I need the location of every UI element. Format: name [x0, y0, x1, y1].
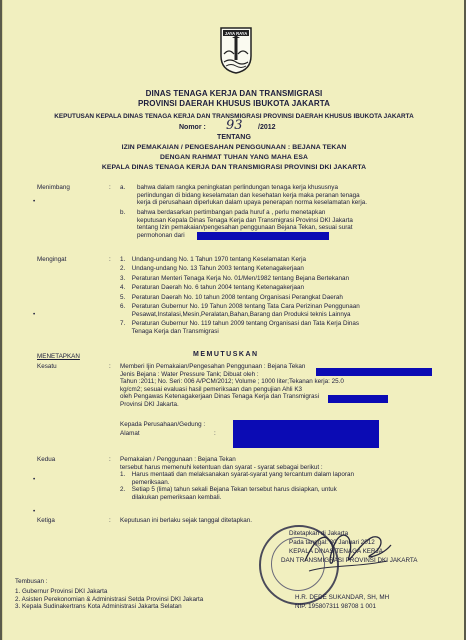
mengingat-label: Mengingat	[37, 256, 67, 263]
signature-place: Ditetapkan di Jakarta	[289, 530, 349, 537]
kedua-colon: :	[109, 456, 111, 463]
kedua-text: Pemakaian / Penggunaan : Bejana Tekan tersebut harus memenuhi ketentuan dan syarat - syarat sebagai berikut : 1. Harus mentaati dan melaksanakan syarat-syarat yang tercantum dalam laporan pemeriksaan. 2. Setiap 5 (lima) tahun sekali Bejana Tekan tersebut harus disiapkan, untuk dilakukan pemeriksaan kembali.	[120, 456, 355, 501]
mengingat-item-2: 2. Undang-undang No. 13 Tahun 2003 tentang Ketenagakerjaan	[120, 265, 304, 273]
alamat-colon: :	[214, 430, 216, 437]
kesatu-text: Memberi Ijin Pemakaian/Pengesahan Penggunaan : Bejana Tekan Jenis Bejana : Water Pressure Tank; Dibuat oleh : Tahun :2011; No. Seri: 006 A/PCM/2012; Volume ; 1000 liter;Tekanan kerja: 25.0 kg/cm2; sesuai evaluasi hasil pemeriksaan dan pengujian Ahli K3 oleh Pengawas Ketenagakerjaan Dinas Tenaga Kerja dan Transmigrasi Provinsi DKI Jakarta.	[120, 363, 344, 408]
margin-bullet: •	[33, 198, 36, 205]
tembusan-item-2: 2. Asisten Perekonomian & Administrasi Setda Provinsi DKI Jakarta	[15, 595, 204, 603]
tembusan-list	[15, 588, 203, 611]
tembusan-label: Tembusan :	[15, 578, 48, 585]
margin-bullet: •	[33, 311, 36, 318]
margin-bullet: •	[33, 476, 36, 483]
alamat-label: Alamat	[120, 430, 140, 437]
menimbang-marker-b: b.	[120, 209, 126, 216]
signatory-nip: NIP. 195807311 98708 1 001	[295, 603, 377, 610]
perusahaan-label: Kepada Perusahaan/Gedung :	[120, 421, 206, 428]
kedua-label: Kedua	[37, 456, 56, 463]
redacted-manufacturer	[316, 368, 432, 376]
decree-document	[2, 0, 464, 640]
mengingat-item-4: 4. Peraturan Daerah No. 6 tahun 2004 tentang Ketenagakerjaan	[120, 284, 304, 292]
tentang-heading: TENTANG	[216, 134, 251, 141]
mengingat-list	[120, 256, 360, 335]
ketiga-label: Ketiga	[37, 517, 55, 524]
blessing-line: DENGAN RAHMAT TUHAN YANG MAHA ESA	[160, 154, 308, 161]
memutuskan-heading: MEMUTUSKAN	[193, 351, 259, 358]
redacted-inspector	[328, 395, 388, 403]
jakarta-coat-of-arms-logo	[219, 26, 253, 74]
tembusan-item-3: 3. Kepala Sudinakertrans Kota Administrasi Jakarta Selatan	[15, 603, 182, 611]
menimbang-item-b: bahwa berdasarkan pertimbangan pada huruf a , perlu menetapkan keputusan Kepala Dinas Tenaga Kerja dan Transmigrasi Provinsi DKI Jakarta tentang Izin pemakaian/pengesahan penggunaan Bejana Tekan, sesuai surat permohonan dari	[137, 209, 353, 239]
decree-title: KEPUTUSAN KEPALA DINAS TENAGA KERJA DAN TRANSMIGRASI PROVINSI DAERAH KHUSUS IBUKOTA JAKARTA	[54, 113, 414, 120]
ketiga-colon: :	[109, 517, 111, 524]
kesatu-label: Kesatu	[37, 363, 57, 370]
mengingat-item-1: 1. Undang-undang No. 1 Tahun 1970 tentang Keselamatan Kerja	[120, 256, 306, 263]
kesatu-colon: :	[109, 363, 111, 370]
province-name: PROVINSI DAERAH KHUSUS IBUKOTA JAKARTA	[137, 99, 331, 108]
ketiga-text: Keputusan ini berlaku sejak tanggal ditetapkan.	[120, 517, 252, 524]
kedua-item-1: 1. Harus mentaati dan melaksanakan syarat-syarat yang tercantum dalam laporan pemeriksaan.	[120, 471, 355, 486]
nomor-label: Nomor :	[179, 124, 206, 131]
menimbang-colon: :	[109, 184, 111, 191]
redacted-applicant	[197, 232, 329, 240]
mengingat-item-5: 5. Peraturan Daerah No. 10 tahun 2008 tentang Organisasi Perangkat Daerah	[120, 293, 343, 301]
signature-date: Pada tanggal: 30 Januari 2012	[289, 539, 375, 546]
menimbang-marker-a: a.	[120, 184, 126, 191]
decree-year: /2012	[258, 124, 276, 131]
menimbang-label: Menimbang	[37, 184, 70, 191]
mengingat-colon: :	[109, 256, 111, 263]
authority-line: KEPALA DINAS TENAGA KERJA DAN TRANSMIGRASI PROVINSI DKI JAKARTA	[101, 164, 367, 171]
mengingat-item-3: 3. Peraturan Menteri Tenaga Kerja No. 01/Men/1982 tentang Bejana Bertekanan	[120, 274, 350, 282]
handwritten-decree-number: 93	[226, 118, 243, 133]
tembusan-item-1: 1. Gubernur Provinsi DKI Jakarta	[15, 588, 108, 595]
signatory-name: H.R. DEDE SUKANDAR, SH, MH	[295, 594, 390, 601]
mengingat-item-7: 7. Peraturan Gubernur No. 119 tahun 2009 tentang Organisasi dan Tata Kerja Dinas Tenaga Kerja dan Transmigrasi	[120, 319, 360, 335]
decree-subject: IZIN PEMAKAIAN / PENGESAHAN PENGGUNAAN : BEJANA TEKAN	[121, 144, 347, 151]
redacted-company-address	[233, 420, 379, 448]
margin-bullet: •	[33, 508, 36, 515]
agency-name: DINAS TENAGA KERJA DAN TRANSMIGRASI	[145, 89, 323, 98]
signatory-title-2: DAN TRANSMIGRASI PROVINSI DKI JAKARTA	[281, 557, 418, 564]
mengingat-item-6: 6. Peraturan Gubernur No. 19 Tahun 2008 tentang Tata Cara Perizinan Penggunaan Pesawat,Instalasi,Mesin,Peralatan,Bahan,Barang dan Produksi teknis Lainnya	[120, 302, 360, 318]
menimbang-item-a: bahwa dalam rangka peningkatan perlindungan tenaga kerja khususnya perlindungan di bidang keselamatan dan kesehatan kerja maka peranan tenaga kerja di perusahaan diperlukan dalam upaya penerapan norma keselamatan kerja.	[137, 184, 367, 207]
signatory-title-1: KEPALA DINAS TENAGA KERJA	[289, 548, 383, 555]
kedua-item-2: 2. Setiap 5 (lima) tahun sekali Bejana Tekan tersebut harus disiapkan, untuk dilakukan pemeriksaan kembali.	[120, 486, 337, 501]
svg-text:JAYA RAYA: JAYA RAYA	[224, 31, 248, 36]
menetapkan-label: MENETAPKAN	[37, 353, 80, 360]
